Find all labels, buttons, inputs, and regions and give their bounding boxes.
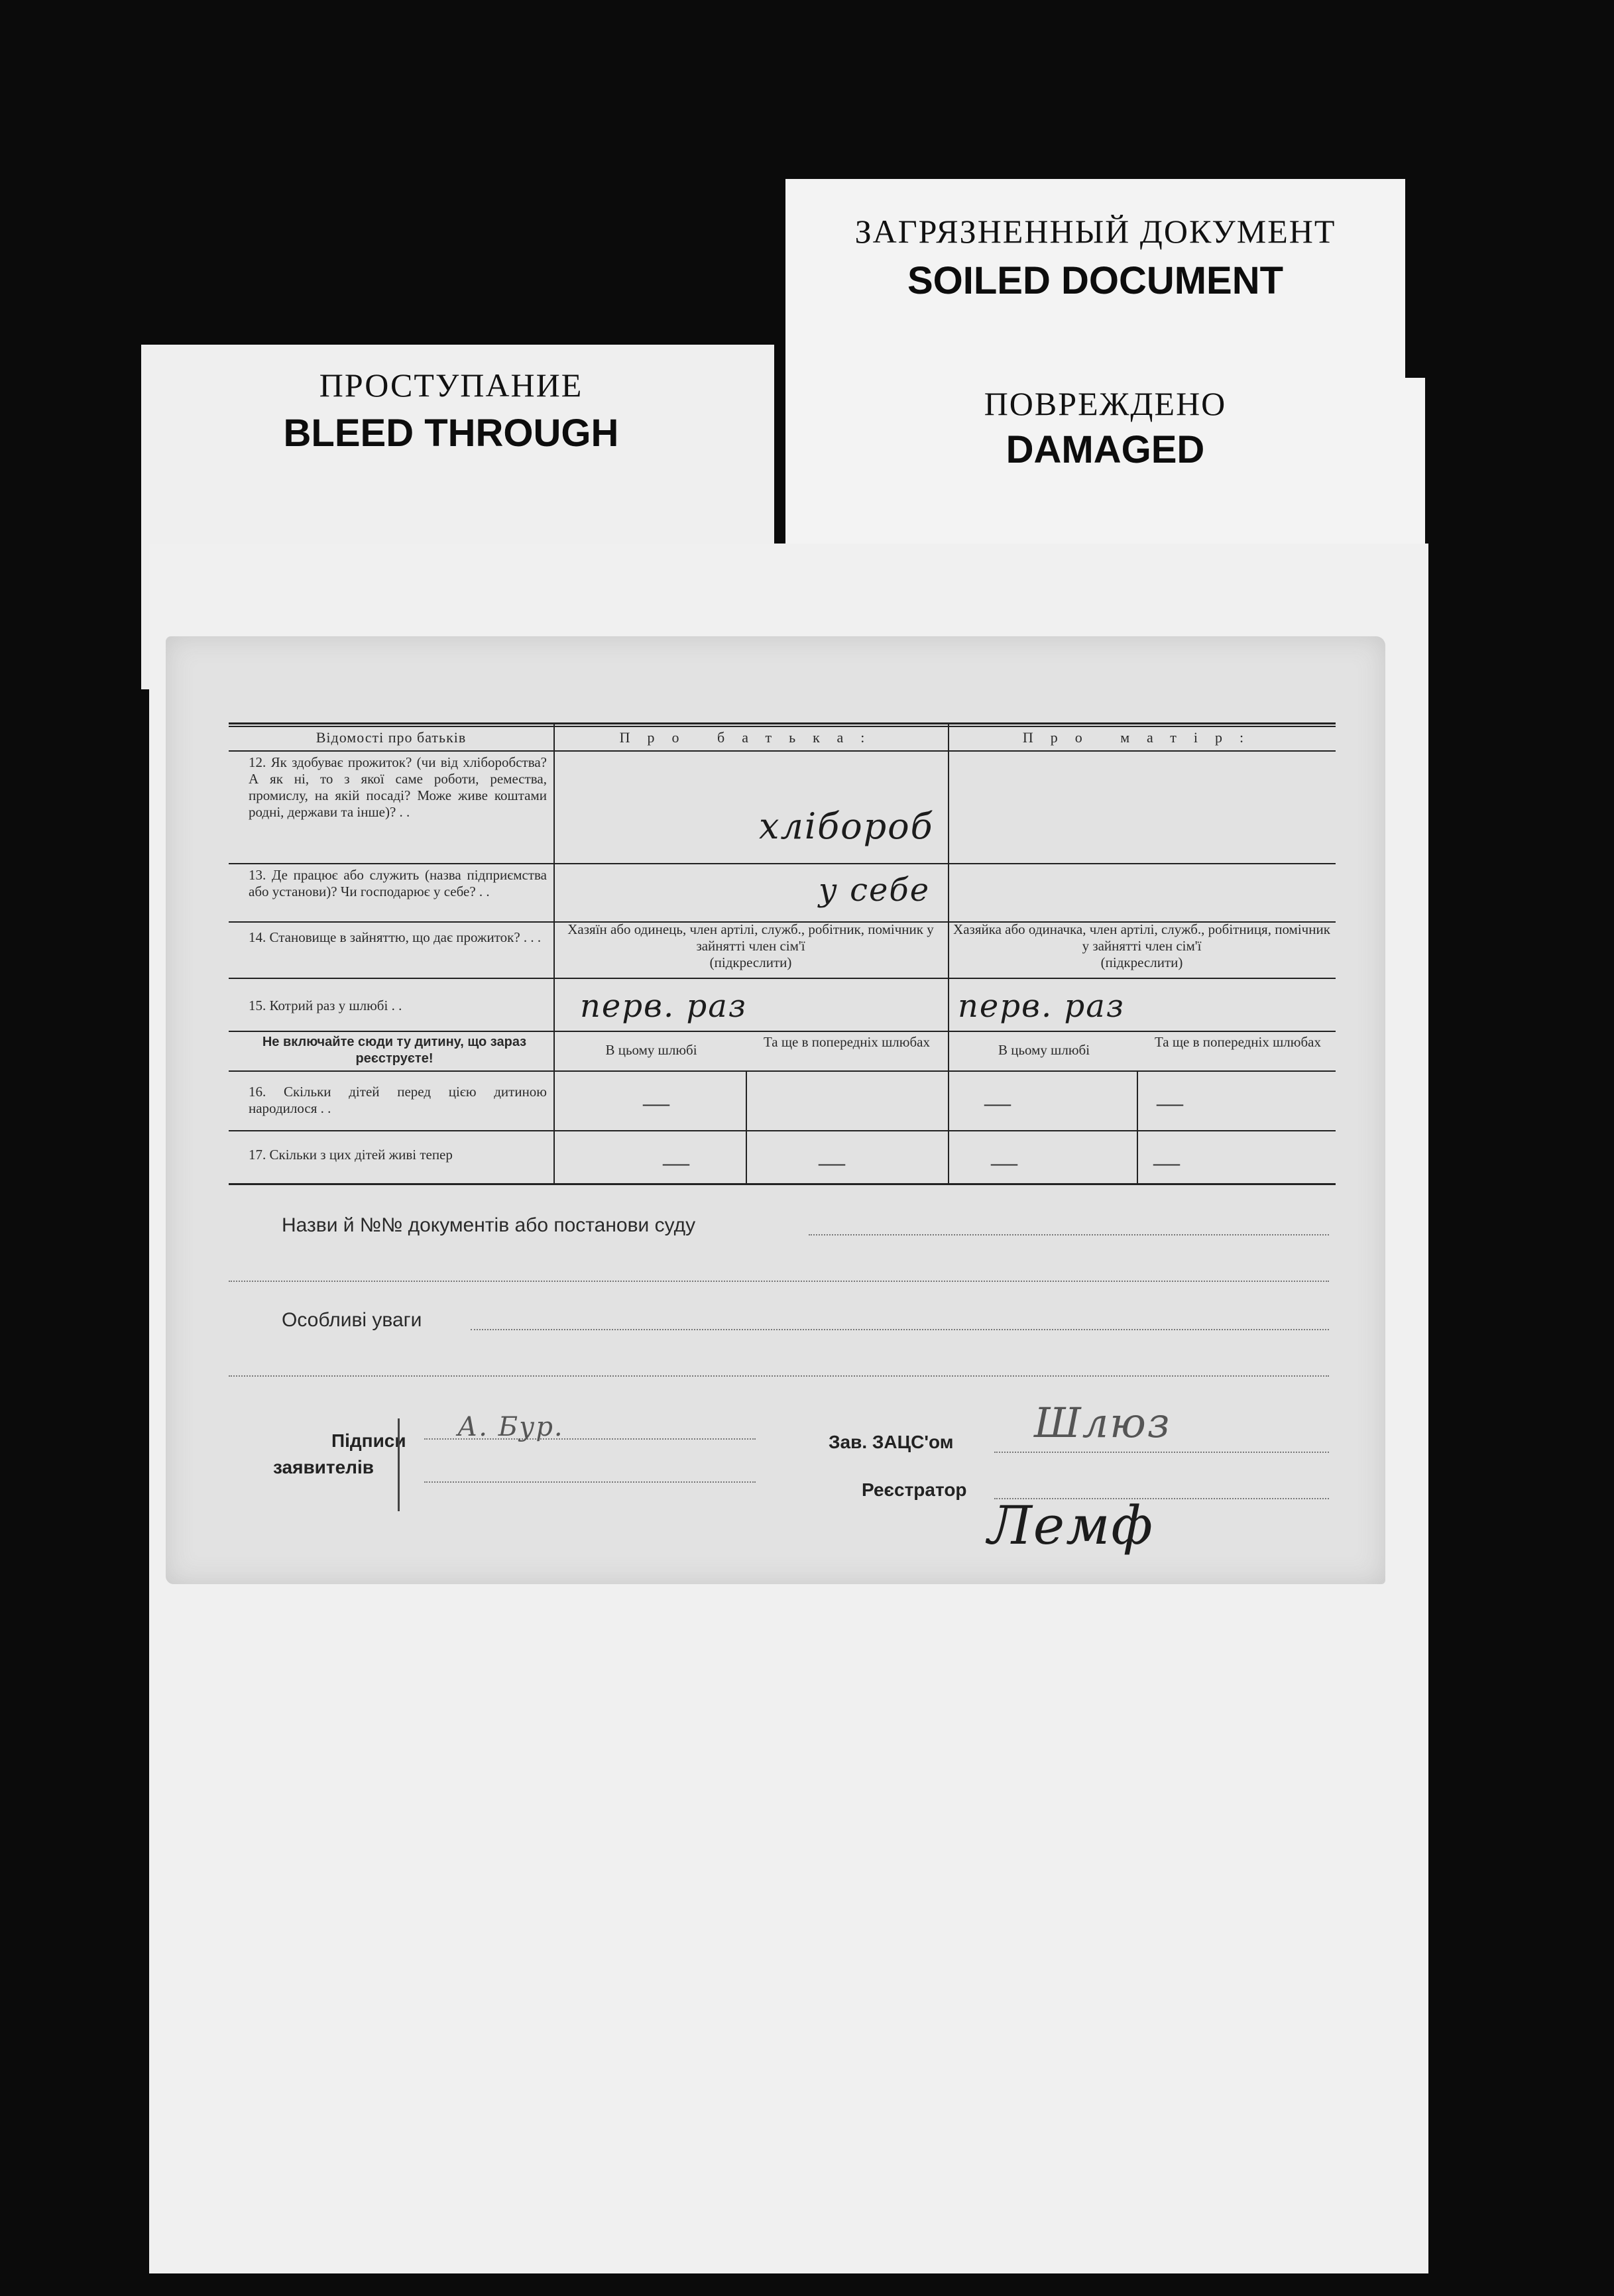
documents-label: Назви й №№ документів або постанови суду xyxy=(282,1214,696,1236)
handwritten-occupation: хлібороб xyxy=(759,805,934,847)
table-col-rule-2 xyxy=(948,722,949,1185)
header-mother: Про матір: xyxy=(1022,729,1261,746)
mother-previous-marriages-header: Та ще в попередніх шлюбах xyxy=(1155,1034,1321,1050)
dash-17-mother-current: — xyxy=(991,1147,1017,1177)
table-col-rule-father-sub xyxy=(746,1070,747,1185)
registrar-signature: Лемф xyxy=(988,1495,1155,1556)
table-col-rule-mother-sub xyxy=(1137,1070,1138,1185)
notes-line-2 xyxy=(229,1375,1329,1377)
applicant-signature: А. Бур. xyxy=(457,1412,564,1442)
damaged-label-en: DAMAGED xyxy=(1006,428,1205,471)
row-16-label: 16. Скільки дітей перед цією дитиною народилося . . xyxy=(249,1084,547,1116)
head-signature: Шлюз xyxy=(1034,1399,1171,1447)
table-rule-sub xyxy=(229,1070,1336,1072)
signatures-label-line2: заявителів xyxy=(273,1457,374,1477)
row-14-father-note: (підкреслити) xyxy=(709,954,792,970)
dash-17-mother-previous: — xyxy=(1153,1147,1180,1177)
notes-label: Особливі уваги xyxy=(282,1309,422,1331)
row-14-label: 14. Становище в зайняттю, що дає прожиток? . . . xyxy=(249,929,542,945)
head-signature-line xyxy=(994,1452,1329,1453)
mother-current-marriage-header: В цьому шлюбі xyxy=(998,1042,1090,1058)
table-rule-12 xyxy=(229,863,1336,864)
parents-info-table xyxy=(229,722,1336,1186)
handwritten-workplace: у себе xyxy=(819,872,931,909)
header-parents-info: Відомості про батьків xyxy=(316,729,467,746)
bleed-label-ru: ПРОСТУПАНИЕ xyxy=(319,367,583,404)
documents-line-2 xyxy=(229,1281,1329,1282)
dash-17-father-previous: — xyxy=(819,1147,845,1177)
soiled-label-en: SOILED DOCUMENT xyxy=(907,259,1284,302)
soiled-document-card xyxy=(785,179,1405,378)
row-14-father-options: Хазяїн або одинець, член артілі, служб., робітник, помічник у зайнятті член сім'ї xyxy=(567,921,934,954)
row-13-label: 13. Де працює або служить (назва підприємства або установи)? Чи господарює у себе? . . xyxy=(249,867,547,899)
dash-16-father-current: — xyxy=(643,1088,669,1118)
bleed-label-en: BLEED THROUGH xyxy=(283,412,619,455)
notes-line xyxy=(471,1329,1329,1330)
soiled-label-ru: ЗАГРЯЗНЕННЫЙ ДОКУМЕНТ xyxy=(854,213,1336,250)
handwritten-marriage-father: перв. раз xyxy=(580,988,748,1025)
table-rule-top-double xyxy=(229,726,1336,727)
table-rule-bottom xyxy=(229,1183,1336,1185)
table-col-rule-1 xyxy=(553,722,555,1185)
father-current-marriage-header: В цьому шлюбі xyxy=(605,1042,697,1058)
table-rule-top xyxy=(229,722,1336,724)
table-rule-14 xyxy=(229,978,1336,979)
signatures-label-line1: Підписи xyxy=(331,1430,406,1451)
table-rule-16 xyxy=(229,1130,1336,1131)
documents-line xyxy=(809,1234,1329,1235)
header-father: Про батька: xyxy=(619,729,882,746)
dash-17-father-current: — xyxy=(663,1147,689,1177)
father-previous-marriages-header: Та ще в попередніх шлюбах xyxy=(764,1034,930,1050)
applicant-signature-line-2 xyxy=(424,1481,756,1483)
signatures-brace xyxy=(398,1418,402,1511)
warning-label: Не включайте сюди ту дитину, що зараз реєструєте! xyxy=(262,1035,527,1066)
handwritten-marriage-mother: перв. раз xyxy=(958,988,1125,1025)
row-12-label: 12. Як здобуває прожиток? (чи від хліборобства? А як ні, то з якої саме роботи, ремества, промислу, на якій посаді? Може живе коштами родні, держави та інше)? . . xyxy=(249,754,547,820)
row-15-label: 15. Котрий раз у шлюбі . . xyxy=(249,998,402,1013)
table-rule-15 xyxy=(229,1031,1336,1032)
registrar-label: Реєстратор xyxy=(862,1479,967,1500)
row-14-mother-note: (підкреслити) xyxy=(1100,954,1183,970)
table-rule-header xyxy=(229,750,1336,752)
dash-16-mother-current: — xyxy=(984,1088,1011,1118)
head-of-registry-label: Зав. ЗАЦС'ом xyxy=(829,1432,954,1452)
row-17-label: 17. Скільки з цих дітей живі тепер xyxy=(249,1147,453,1163)
dash-16-mother-previous: — xyxy=(1157,1088,1183,1118)
row-14-mother-options: Хазяйка або одиначка, член артілі, служб., робітниця, помічник у зайнятті член сім'ї xyxy=(953,921,1330,954)
damaged-label-ru: ПОВРЕЖДЕНО xyxy=(984,385,1227,422)
